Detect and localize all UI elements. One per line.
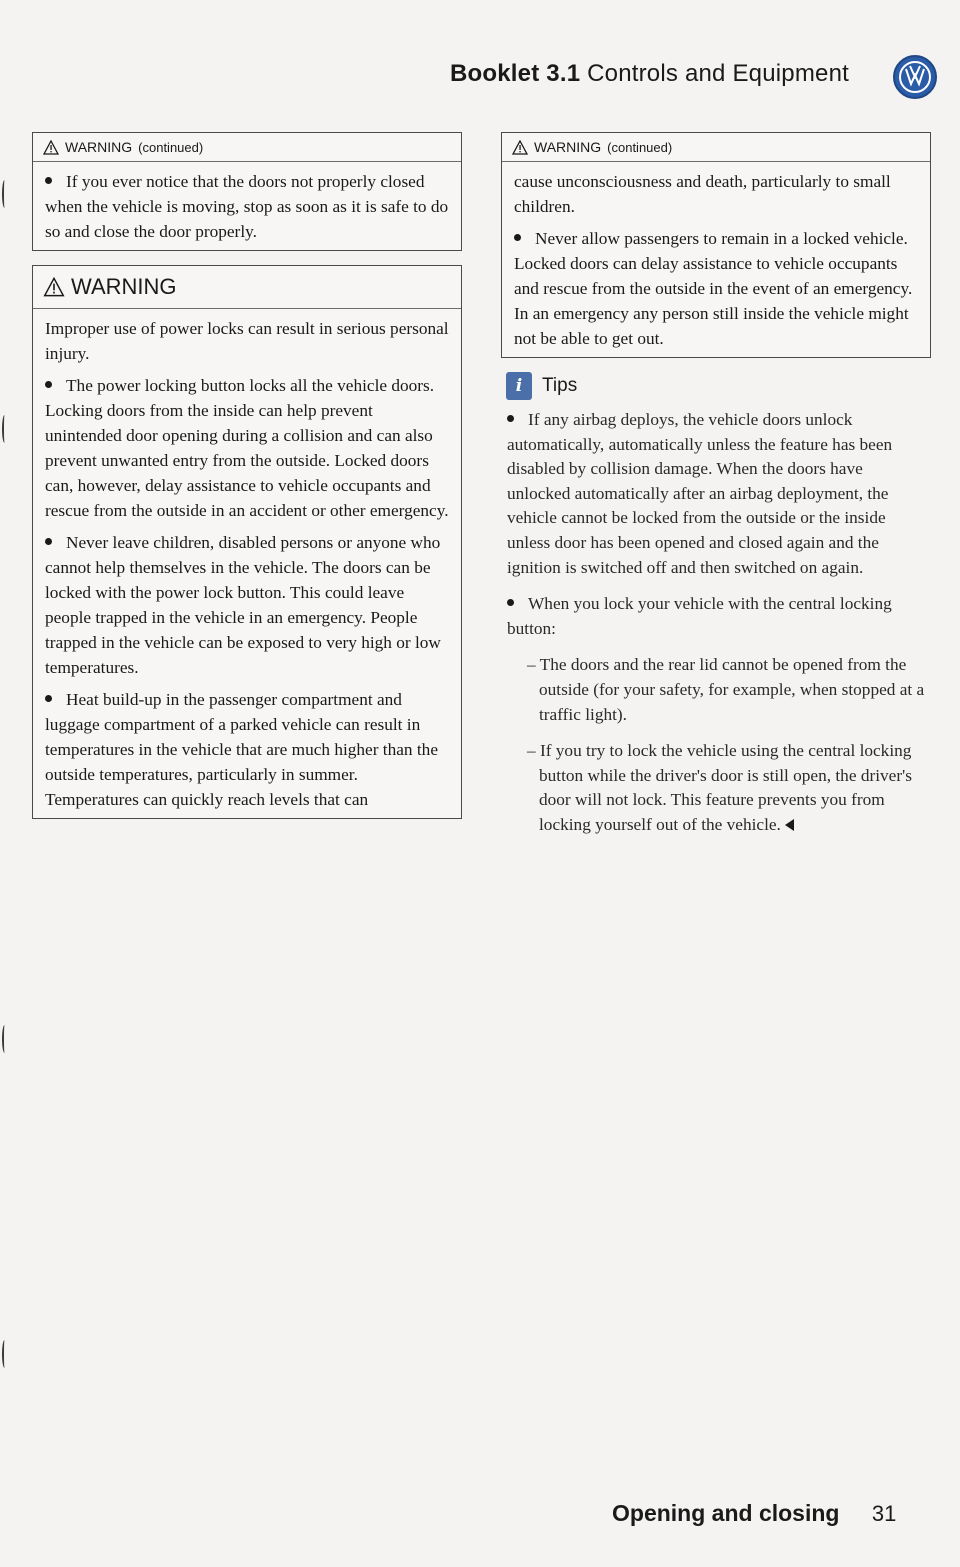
warning-bullet: Never allow passengers to remain in a locked vehicle. Locked doors can delay assistance to vehicle occupants and rescue from the outside in the event of an emergency. In an emergency any person still inside the vehicle might not be able to get out.	[514, 229, 913, 348]
tips-section	[501, 372, 931, 838]
tips-bullet: When you lock your vehicle with the central locking button:	[507, 594, 892, 638]
warning-triangle-icon	[43, 277, 65, 297]
booklet-label: Booklet 3.1	[450, 60, 581, 87]
tips-dash-item: – If you try to lock the vehicle using the central locking button while the driver's door is still open, the driver's door will not lock. This feature prevents you from locking yourself out of the vehicle.	[527, 741, 912, 834]
warning-header	[33, 133, 461, 162]
warning-intro: Improper use of power locks can result in serious personal injury.	[45, 319, 449, 363]
tips-header	[506, 372, 931, 400]
warning-bullet: The power locking button locks all the vehicle doors. Locking doors from the inside can help prevent unintended door opening during a collision and can also prevent unwanted entry from the outside. Locked doors can, however, delay assistance to vehicle occupants and rescue from the outside in an accident or other emergency.	[45, 376, 449, 520]
right-column	[501, 132, 931, 850]
tips-bullet: If any airbag deploys, the vehicle doors unlock automatically, automatically unless the feature has been disabled by collision damage. When the doors have unlocked automatically after an airbag deployment, the vehicle cannot be locked from the outside or the inside unless door has been opened and closed again and the ignition is switched off and then switched on again.	[507, 410, 893, 577]
margin-mark	[2, 180, 7, 208]
warning-header	[502, 133, 930, 162]
section-title: Controls and Equipment	[587, 60, 850, 87]
warning-continued-box	[32, 132, 462, 251]
warning-continued-label: (continued)	[607, 139, 673, 155]
warning-label: WARNING	[71, 274, 177, 299]
margin-mark	[2, 1340, 7, 1368]
warning-bullet: Heat build-up in the passenger compartment and luggage compartment of a parked vehicle can result in temperatures in the vehicle that are much higher than the outside temperatures, particularly in summer. Temperatures can quickly reach levels that can	[45, 690, 438, 809]
warning-header	[33, 266, 461, 309]
margin-mark	[2, 1025, 7, 1053]
warning-triangle-icon	[512, 140, 528, 155]
tips-title: Tips	[542, 375, 578, 396]
page-header	[450, 60, 870, 88]
warning-triangle-icon	[43, 140, 59, 155]
footer-section-title: Opening and closing	[612, 1500, 840, 1526]
warning-label: WARNING	[534, 139, 602, 155]
info-icon: i	[506, 372, 532, 400]
warning-box	[32, 265, 462, 819]
section-end-icon	[785, 819, 794, 831]
warning-label: WARNING	[65, 139, 133, 155]
margin-mark	[2, 415, 7, 443]
warning-bullet: Never leave children, disabled persons or anyone who cannot help themselves in the vehicle. The doors can be locked with the power lock button. This could leave people trapped in the vehicle in an emergency. People trapped in the vehicle can be exposed to very high or low temperatures.	[45, 533, 441, 677]
warning-continued-box	[501, 132, 931, 358]
warning-bullet: If you ever notice that the doors not properly closed when the vehicle is moving, stop as soon as it is safe to do so and close the door properly.	[45, 172, 449, 241]
left-column	[32, 132, 462, 833]
page-number: 31	[871, 1501, 897, 1526]
tips-dash-item: – The doors and the rear lid cannot be opened from the outside (for your safety, for example, when stopped at a traffic light).	[527, 655, 925, 724]
warning-intro: cause unconsciousness and death, particularly to small children.	[514, 172, 891, 216]
vw-logo-icon	[893, 55, 937, 99]
page-footer	[612, 1500, 896, 1527]
warning-continued-label: (continued)	[138, 139, 204, 155]
